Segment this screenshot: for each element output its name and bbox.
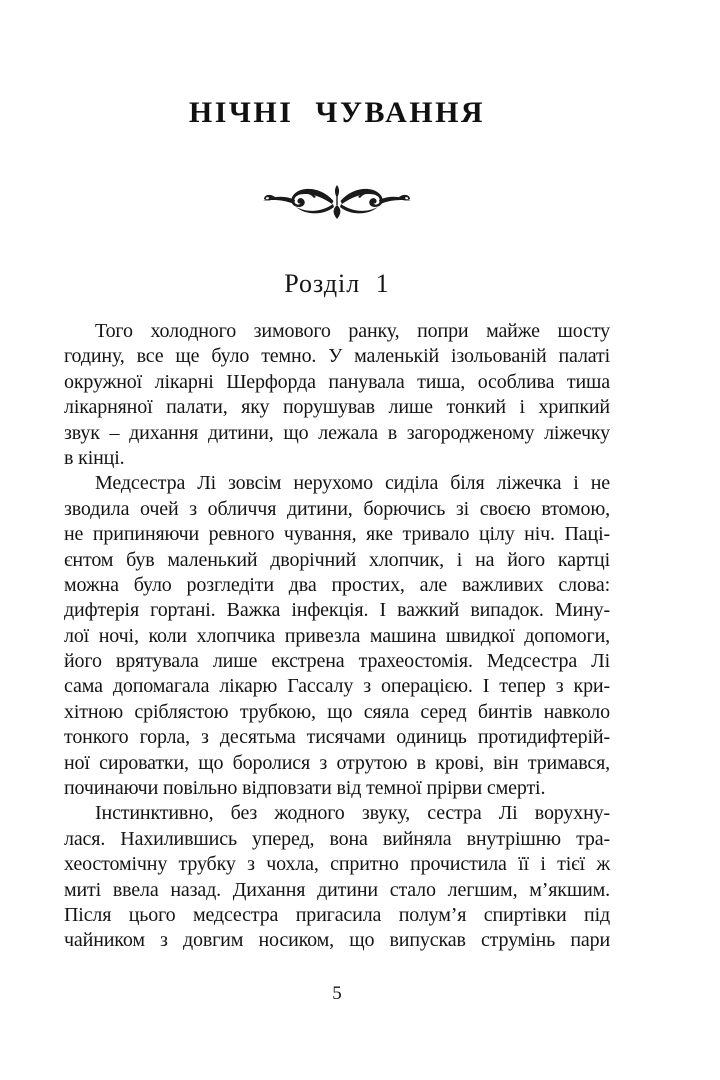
- body-line: його врятувала лише екстрена трахеостомія. Медсестра Лі: [64, 650, 610, 673]
- body-line: чайником з довгим носиком, що випускав струмінь пари: [64, 929, 610, 952]
- body-line: дифтерія гортані. Важка інфекція. І важкий випадок. Мину-: [64, 599, 610, 622]
- body-line: лася. Нахилившись уперед, вона вийняла внутрішню тра-: [64, 827, 610, 850]
- body-line: Медсестра Лі зовсім нерухомо сиділа біля ліжечка і не: [95, 472, 610, 495]
- body-line: Того холодного зимового ранку, попри майже шосту: [95, 320, 610, 342]
- divider-ornament: [64, 184, 610, 227]
- body-line: хеостомічну трубку з чохла, спритно прочистила її і тієї ж: [64, 853, 610, 876]
- body-line: миті ввела назад. Дихання дитини стало легшим, м’якшим.: [64, 878, 610, 901]
- body-line: Інстинктивно, без жодного звуку, сестра Лі ворухну-: [95, 802, 610, 825]
- body-line: лої ночі, коли хлопчика привезла машина швидкої допомоги,: [64, 624, 610, 647]
- body-line: єнтом був маленький дворічний хлопчик, і на його картці: [64, 548, 610, 571]
- body-line: лікарняної палати, яку порушував лише тонкий і хрипкий: [64, 396, 610, 419]
- chapter-heading: Розділ 1: [284, 269, 390, 298]
- text-block: [64, 0, 610, 1080]
- body-line: сама допомагала лікарю Гассалу з операцією. І тепер з кри-: [64, 675, 610, 698]
- body-line: звук – дихання дитини, що лежала в загородженому ліжечку: [64, 421, 610, 444]
- page-number: 5: [332, 983, 342, 1004]
- body-line: не припиняючи ревного чування, яке тривало цілу ніч. Паці-: [64, 523, 610, 546]
- flourish-ornament-icon: [262, 184, 412, 222]
- body-line: хітною сріблястою трубкою, що сяяла серед бинтів навколо: [64, 700, 610, 723]
- body-line: в кінці.: [64, 446, 125, 469]
- body-line: зводила очей з обличчя дитини, борючись зі своєю втомою,: [64, 497, 610, 520]
- book-title: НІЧНІ ЧУВАННЯ: [188, 96, 486, 129]
- body-line: годину, все ще було темно. У маленькій ізольованій палаті: [64, 345, 610, 368]
- body-line: можна було розгледіти два простих, але важливих слова:: [64, 573, 610, 596]
- body-line: окружної лікарні Шерфорда панувала тиша, особлива тиша: [64, 370, 610, 393]
- body-line: тонкого горла, з десятьма тисячами одиниць протидифтерій-: [64, 726, 610, 749]
- body-line: Після цього медсестра пригасила полум’я спиртівки під: [64, 903, 610, 926]
- body-line: ної сироватки, що боролися з отрутою в крові, він тримався,: [64, 751, 610, 774]
- body-line: починаючи повільно відповзати від темної прірви смерті.: [64, 777, 546, 800]
- body-text: [64, 319, 610, 954]
